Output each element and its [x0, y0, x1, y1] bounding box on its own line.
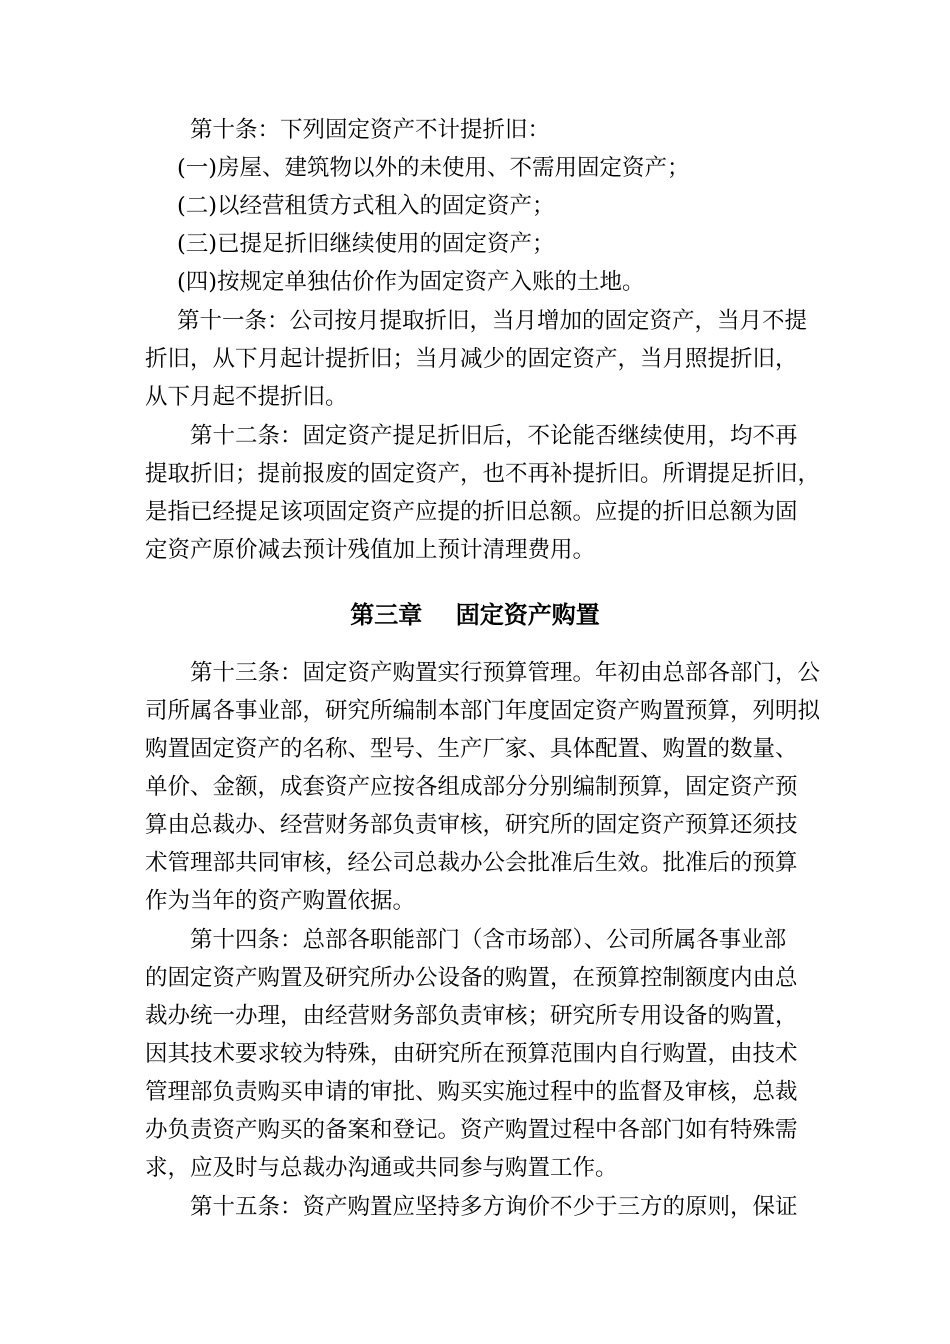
article-14-line-5: 管理部负责购买申请的审批、购买实施过程中的监督及审核，总裁 [145, 1079, 798, 1105]
article-14-line-2: 的固定资产购置及研究所办公设备的购置，在预算控制额度内由总 [145, 965, 798, 991]
article-14-line-7: 求，应及时与总裁办沟通或共同参与购置工作。 [145, 1155, 618, 1181]
article-13-line-5: 算由总裁办、经营财务部负责审核，研究所的固定资产预算还须技 [145, 812, 798, 838]
article-10-heading: 第十条：下列固定资产不计提折旧： [190, 117, 551, 143]
article-10-item-3: (三)已提足折旧继续使用的固定资产； [177, 231, 555, 257]
article-13-line-2: 司所属各事业部，研究所编制本部门年度固定资产购置预算，列明拟 [145, 698, 821, 724]
article-12-line-1: 第十二条：固定资产提足折旧后，不论能否继续使用，均不再 [190, 423, 798, 449]
article-10-item-4: (四)按规定单独估价作为固定资产入账的土地。 [177, 269, 645, 295]
article-15-line-1: 第十五条：资产购置应坚持多方询价不少于三方的原则，保证 [190, 1194, 798, 1220]
article-13-line-6: 术管理部共同审核，经公司总裁办公会批准后生效。批准后的预算 [145, 850, 798, 876]
article-14-line-1: 第十四条：总部各职能部门（含市场部）、公司所属各事业部 [190, 927, 787, 953]
article-12-line-4: 定资产原价减去预计残值加上预计清理费用。 [145, 537, 596, 563]
article-12-line-2: 提取折旧；提前报废的固定资产，也不再补提折旧。所谓提足折旧， [145, 461, 821, 487]
article-10-item-1: (一)房屋、建筑物以外的未使用、不需用固定资产； [177, 155, 690, 181]
chapter-title: 第三章 固定资产购置 [350, 601, 600, 629]
article-14-line-4: 因其技术要求较为特殊，由研究所在预算范围内自行购置，由技术 [145, 1041, 798, 1067]
article-13-line-7: 作为当年的资产购置依据。 [145, 888, 416, 914]
article-14-line-6: 办负责资产购买的备案和登记。资产购置过程中各部门如有特殊需 [145, 1117, 798, 1143]
article-10-item-2: (二)以经营租赁方式租入的固定资产； [177, 193, 555, 219]
article-13-line-1: 第十三条：固定资产购置实行预算管理。年初由总部各部门，公 [190, 660, 821, 686]
article-14-line-3: 裁办统一办理，由经营财务部负责审核；研究所专用设备的购置， [145, 1003, 798, 1029]
article-11-line-3: 从下月起不提折旧。 [145, 384, 348, 410]
article-13-line-3: 购置固定资产的名称、型号、生产厂家、具体配置、购置的数量、 [145, 736, 798, 762]
article-11-line-2: 折旧，从下月起计提折旧；当月减少的固定资产，当月照提折旧， [145, 346, 798, 372]
article-11-line-1: 第十一条：公司按月提取折旧，当月增加的固定资产，当月不提 [177, 308, 808, 334]
article-12-line-3: 是指已经提足该项固定资产应提的折旧总额。应提的折旧总额为固 [145, 499, 798, 525]
article-13-line-4: 单价、金额，成套资产应按各组成部分分别编制预算，固定资产预 [145, 774, 798, 800]
